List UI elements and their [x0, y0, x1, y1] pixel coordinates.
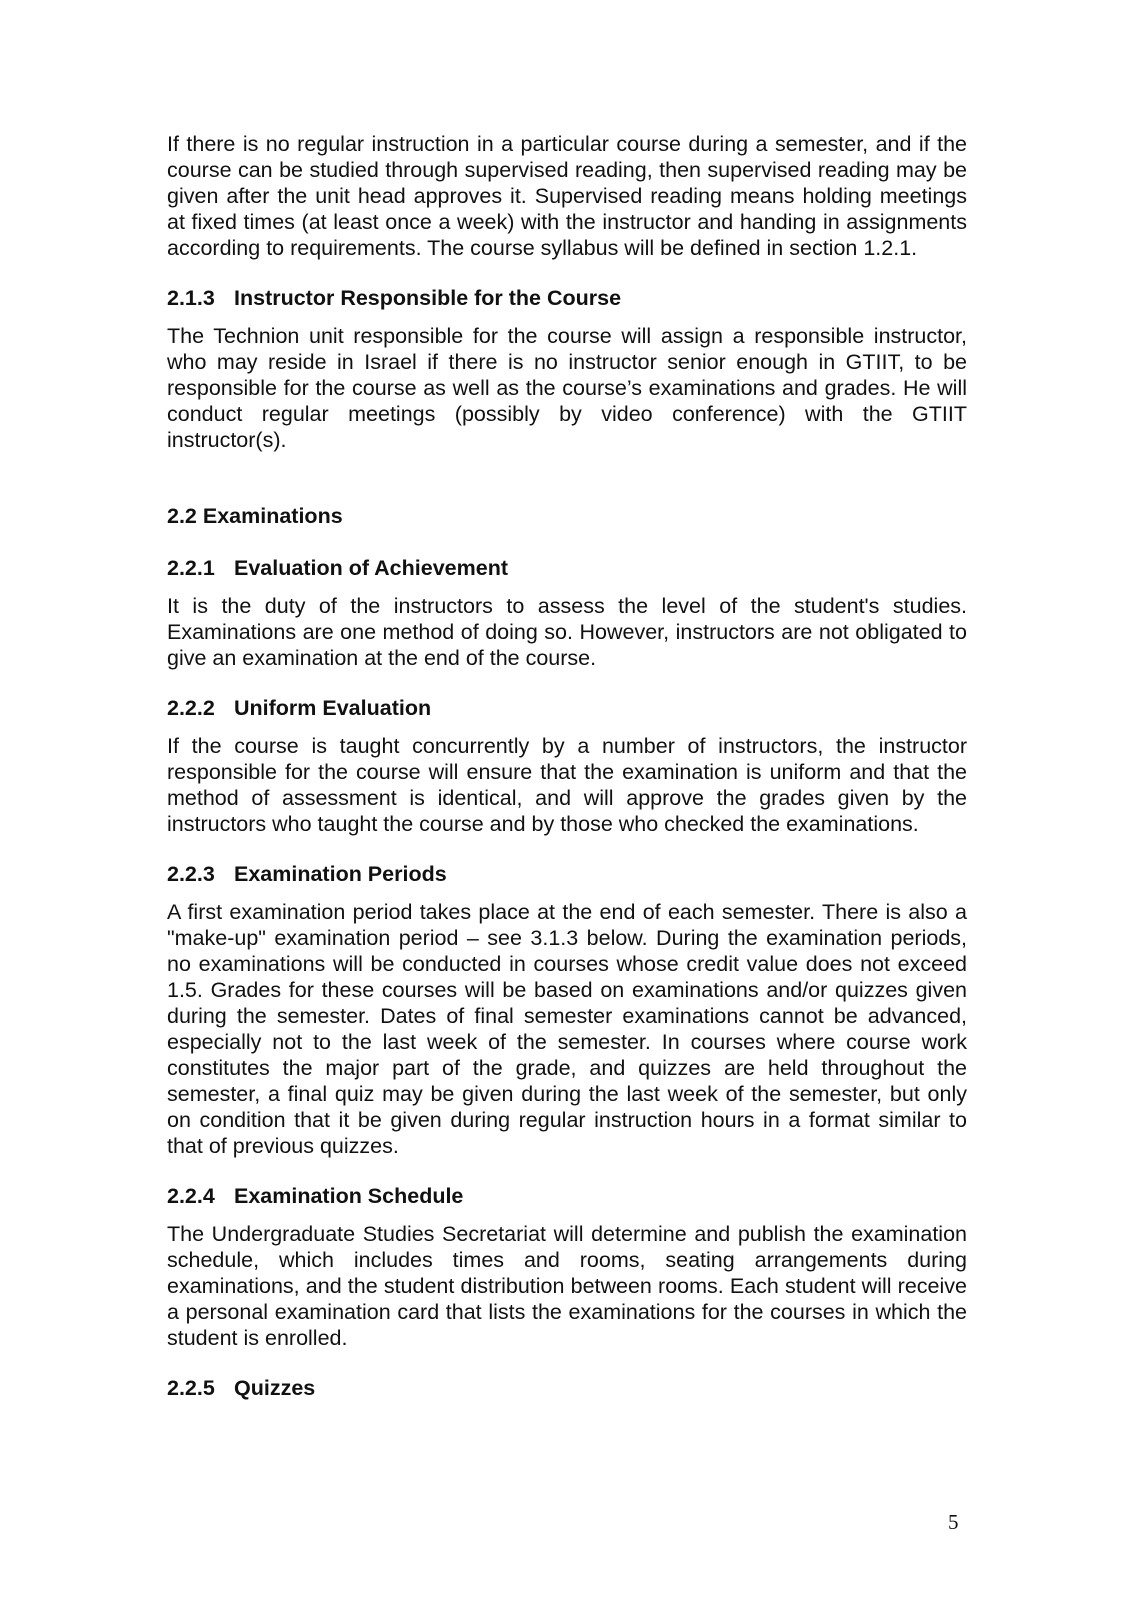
section-2-2-4-body: The Undergraduate Studies Secretariat will determine and publish the examination schedule, which includes times and rooms, seating arrangements during examinations, and the student distribution between rooms. Each student will receive a personal examination card that lists the examinations for the courses in which the student is enrolled.	[167, 1222, 967, 1350]
section-2-1-3-body: The Technion unit responsible for the course will assign a responsible instructor, who may reside in Israel if there is no instructor senior enough in GTIIT, to be responsible for the course as well as the course’s examinations and grades. He will conduct regular meetings (possibly by video conference) with the GTIIT instructor(s).	[167, 324, 967, 452]
section-2-2-2-heading	[167, 695, 967, 721]
section-2-2-3-heading	[167, 861, 967, 887]
section-2-2-1-heading	[167, 555, 967, 581]
section-number: 2.2.5	[167, 1376, 215, 1400]
section-2-2-5-heading	[167, 1375, 967, 1401]
section-title: Evaluation of Achievement	[234, 556, 508, 580]
section-2-2-4-heading	[167, 1183, 967, 1209]
section-2-1-3-heading	[167, 285, 967, 311]
section-2-2-1-body: It is the duty of the instructors to assess the level of the student's studies. Examinations are one method of doing so. However, instructors are not obligated to give an examination at the end of the course.	[167, 594, 967, 670]
document-page	[167, 131, 967, 1401]
section-2-2-2-body: If the course is taught concurrently by a number of instructors, the instructor responsible for the course will ensure that the examination is uniform and that the method of assessment is identical, and will approve the grades given by the instructors who taught the course and by those who checked the examinations.	[167, 734, 967, 836]
section-title: Examination Periods	[234, 862, 447, 886]
section-number: 2.2.2	[167, 696, 215, 720]
section-number: 2.2.4	[167, 1184, 215, 1208]
page-number: 5	[948, 1510, 959, 1534]
section-title: Quizzes	[234, 1376, 316, 1400]
section-title: Instructor Responsible for the Course	[234, 286, 622, 310]
section-number: 2.2.3	[167, 862, 215, 886]
intro-paragraph: If there is no regular instruction in a particular course during a semester, and if the course can be studied through supervised reading, then supervised reading may be given after the unit head approves it. Supervised reading means holding meetings at fixed times (at least once a week) with the instructor and handing in assignments according to requirements. The course syllabus will be defined in section 1.2.1.	[167, 132, 967, 260]
section-number: 2.1.3	[167, 286, 215, 310]
section-2-2-3-body: A first examination period takes place at the end of each semester. There is also a "make-up" examination period – see 3.1.3 below. During the examination periods, no examinations will be conducted in courses whose credit value does not exceed 1.5. Grades for these courses will be based on examinations and/or quizzes given during the semester. Dates of final semester examinations cannot be advanced, especially not to the last week of the semester. In courses where course work constitutes the major part of the grade, and quizzes are held throughout the semester, a final quiz may be given during the last week of the semester, but only on condition that it be given during regular instruction hours in a format similar to that of previous quizzes.	[167, 900, 967, 1158]
section-number: 2.2.1	[167, 556, 215, 580]
section-2-2-heading: 2.2 Examinations	[167, 504, 343, 528]
section-title: Uniform Evaluation	[234, 696, 432, 720]
section-title: Examination Schedule	[234, 1184, 464, 1208]
